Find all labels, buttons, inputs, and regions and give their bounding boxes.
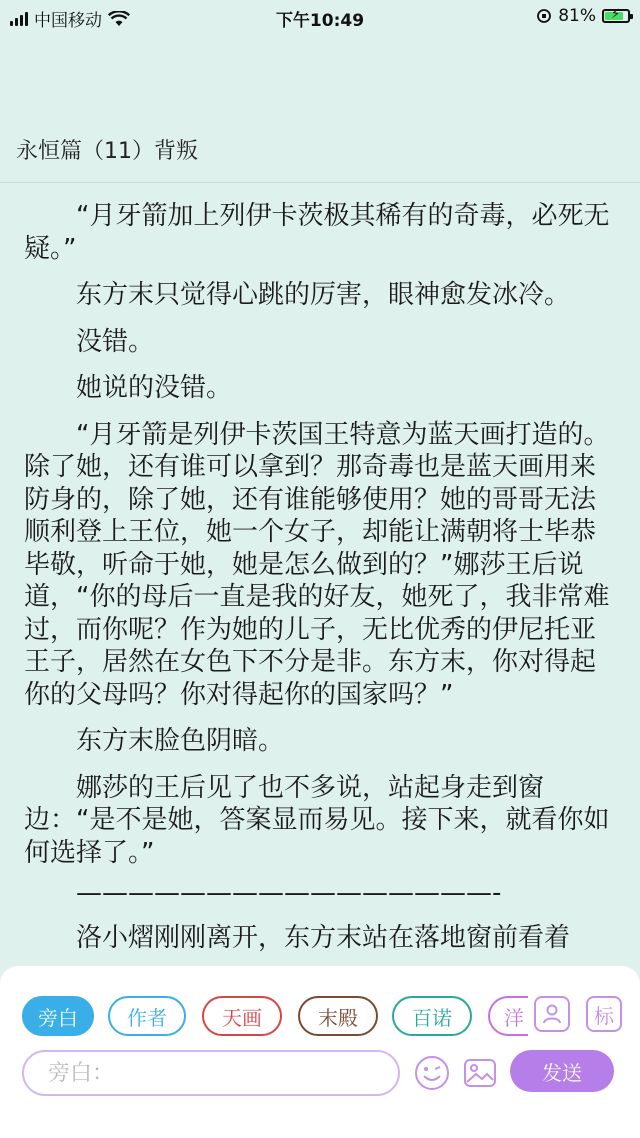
composer-panel xyxy=(0,966,640,1138)
image-icon[interactable] xyxy=(462,1055,498,1091)
paragraph: 东方末脸色阴暗。 xyxy=(76,726,285,756)
emoji-icon[interactable] xyxy=(414,1055,450,1091)
role-chip-partial[interactable]: 洋 xyxy=(488,996,528,1036)
paragraph: 没错。 xyxy=(76,326,155,357)
message-input[interactable] xyxy=(22,1050,400,1096)
composer-row xyxy=(22,1050,622,1096)
carrier-name: 中国移动 xyxy=(34,11,102,31)
charging-icon: ⚡ xyxy=(611,7,621,22)
role-chip-bainuo[interactable]: 百诺 xyxy=(392,996,472,1036)
role-chip-author[interactable]: 作者 xyxy=(108,996,186,1036)
paragraph: 洛小熠刚刚离开，东方末站在落地窗前看着 xyxy=(76,922,571,953)
chapter-title: 永恒篇（11）背叛 xyxy=(16,139,198,164)
paragraph: “月牙箭是列伊卡茨国王特意为蓝天画打造的。除了她，还有谁可以拿到？那奇毒也是蓝天画用来防身的，除了她，还有谁能够使用？她的哥哥无法顺利登上王位，她一个女子，却能让满朝将士毕恭毕敬，听命于她，她是怎么做到的？”娜莎王后说道，“你的母后一直是我的好友，她死了，我非常难过，而你呢？作为她的儿子，无比优秀的伊尼托亚王子，居然在女色下不分是非。东方末，你对得起你的父母吗？你对得起你的国家吗？” xyxy=(24,419,610,710)
status-right xyxy=(536,6,630,26)
battery-percent: 81% xyxy=(558,6,596,26)
paragraph: “月牙箭加上列伊卡茨极其稀有的奇毒，必死无疑。” xyxy=(24,201,610,264)
paragraph: 东方末只觉得心跳的厉害，眼神愈发冰冷。 xyxy=(76,280,571,310)
scene-separator: ————————————————- xyxy=(76,878,502,908)
paragraph: 她说的没错。 xyxy=(76,373,233,403)
orientation-lock-icon xyxy=(536,8,552,24)
reading-content xyxy=(24,200,620,968)
status-bar xyxy=(0,0,640,34)
paragraph: 娜莎的王后见了也不多说，站起身走到窗边：“是不是她，答案显而易见。接下来，就看你如何选择了。” xyxy=(24,772,610,868)
tag-icon[interactable]: 标 xyxy=(586,996,622,1032)
status-time: 下午10:49 xyxy=(275,11,365,31)
role-chip-narrator[interactable]: 旁白 xyxy=(22,996,94,1036)
title-divider xyxy=(0,182,640,183)
role-chip-modian[interactable]: 末殿 xyxy=(298,996,378,1036)
role-selector xyxy=(22,996,622,1036)
send-button[interactable]: 发送 xyxy=(510,1050,614,1092)
battery-icon xyxy=(602,9,630,23)
person-icon[interactable] xyxy=(534,996,570,1032)
role-chip-tianhua[interactable]: 天画 xyxy=(202,996,282,1036)
